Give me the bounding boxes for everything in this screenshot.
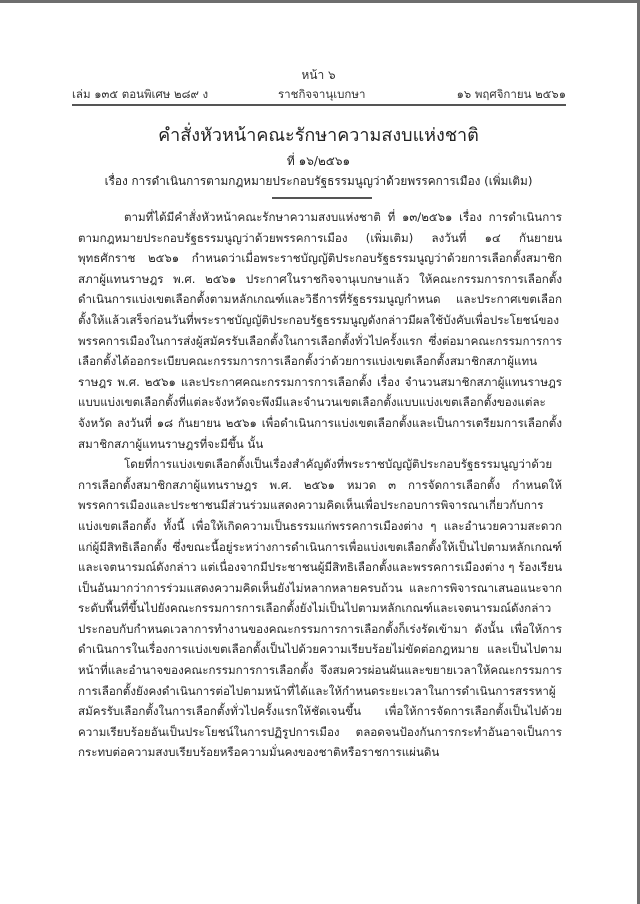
order-body <box>78 207 562 763</box>
body-paragraph-2: โดยที่การแบ่งเขตเลือกตั้งเป็นเรื่องสำคัญดังที่พระราชบัญญัติประกอบรัฐธรรมนูญว่าด้วยการเลือกตั้งสมาชิกสภาผู้แทนราษฎร พ.ศ. ๒๕๖๑ หมวด ๓ การจัดการเลือกตั้ง กำหนดให้พรรคการเมืองและประชาชนมีส่วนร่วมแสดงความคิดเห็นเพื่อประกอบการพิจารณาเกี่ยวกับการแบ่งเขตเลือกตั้ง ทั้งนี้ เพื่อให้เกิดความเป็นธรรมแก่พรรคการเมืองต่าง ๆ และอำนวยความสะดวกแก่ผู้มีสิทธิเลือกตั้ง ซึ่งขณะนี้อยู่ระหว่างการดำเนินการเพื่อแบ่งเขตเลือกตั้งให้เป็นไปตามหลักเกณฑ์และเจตนารมณ์ดังกล่าว แต่เนื่องจากมีประชาชนผู้มีสิทธิเลือกตั้งและพรรคการเมืองต่าง ๆ ร้องเรียนเป็นอันมากว่าการร่วมแสดงความคิดเห็นยังไม่หลากหลายครบถ้วน และการพิจารณาเสนอแนะจากระดับพื้นที่ขึ้นไปยังคณะกรรมการการเลือกตั้งยังไม่เป็นไปตามหลักเกณฑ์และเจตนารมณ์ดังกล่าว ประกอบกับกำหนดเวลาการทำงานของคณะกรรมการการเลือกตั้งก็เร่งรัดเข้ามา ดังนั้น เพื่อให้การดำเนินการในเรื่องการแบ่งเขตเลือกตั้งเป็นไปด้วยความเรียบร้อยไม่ขัดต่อกฎหมาย และเป็นไปตามหน้าที่และอำนาจของคณะกรรมการการเลือกตั้ง จึงสมควรผ่อนผันและขยายเวลาให้คณะกรรมการการเลือกตั้งยังคงดำเนินการต่อไปตามหน้าที่ได้และให้กำหนดระยะเวลาในการดำเนินการสรรหาผู้สมัครรับเลือกตั้งในการเลือกตั้งทั่วไปครั้งแรกให้ชัดเจนขึ้น เพื่อให้การจัดการเลือกตั้งเป็นไปด้วยความเรียบร้อยอันเป็นประโยชน์ในการปฏิรูปการเมือง ตลอดจนป้องกันการกระทำอันอาจเป็นการกระทบต่อความสงบเรียบร้อยหรือความมั่นคงของชาติหรือราชการแผ่นดิน <box>78 457 562 760</box>
order-subject: เรื่อง การดำเนินการตามกฎหมายประกอบรัฐธรรมนูญว่าด้วยพรรคการเมือง (เพิ่มเติม) <box>104 174 533 188</box>
order-number: ที่ ๑๖/๒๕๖๑ <box>286 154 351 168</box>
page-number: หน้า ๖ <box>301 68 336 82</box>
body-paragraph-1: ตามที่ได้มีคำสั่งหัวหน้าคณะรักษาความสงบแห่งชาติ ที่ ๑๓/๒๕๖๑ เรื่อง การดำเนินการตามกฎหมายประกอบรัฐธรรมนูญว่าด้วยพรรคการเมือง (เพิ่มเติม) ลงวันที่ ๑๔ กันยายน พุทธศักราช ๒๕๖๑ กำหนดว่าเมื่อพระราชบัญญัติประกอบรัฐธรรมนูญว่าด้วยการเลือกตั้งสมาชิกสภาผู้แทนราษฎร พ.ศ. ๒๕๖๑ ประกาศในราชกิจจานุเบกษาแล้ว ให้คณะกรรมการการเลือกตั้งดำเนินการแบ่งเขตเลือกตั้งตามหลักเกณฑ์และวิธีการที่รัฐธรรมนูญกำหนด และประกาศเขตเลือกตั้งให้แล้วเสร็จก่อนวันที่พระราชบัญญัติประกอบรัฐธรรมนูญดังกล่าวมีผลใช้บังคับเพื่อประโยชน์ของพรรคการเมืองในการส่งผู้สมัครรับเลือกตั้งในการเลือกตั้งทั่วไปครั้งแรก ซึ่งต่อมาคณะกรรมการการเลือกตั้งได้ออกระเบียบคณะกรรมการการเลือกตั้งว่าด้วยการแบ่งเขตเลือกตั้งสมาชิกสภาผู้แทนราษฎร พ.ศ. ๒๕๖๑ และประกาศคณะกรรมการการเลือกตั้ง เรื่อง จำนวนสมาชิกสภาผู้แทนราษฎรแบบแบ่งเขตเลือกตั้งที่แต่ละจังหวัดจะพึงมีและจำนวนเขตเลือกตั้งแบบแบ่งเขตเลือกตั้งของแต่ละจังหวัด ลงวันที่ ๑๘ กันยายน ๒๕๖๑ เพื่อดำเนินการแบ่งเขตเลือกตั้งและเป็นการเตรียมการเลือกตั้งสมาชิกสภาผู้แทนราษฎรที่จะมีขึ้น นั้น <box>78 210 562 451</box>
header-divider <box>72 104 566 106</box>
gazette-date: ๑๖ พฤศจิกายน ๒๕๖๑ <box>456 87 566 101</box>
order-title: คำสั่งหัวหน้าคณะรักษาความสงบแห่งชาติ <box>158 125 479 146</box>
gazette-volume: เล่ม ๑๓๕ ตอนพิเศษ ๒๘๙ ง <box>72 87 209 101</box>
gazette-header <box>72 86 566 102</box>
title-divider <box>272 197 372 199</box>
gazette-publication: ราชกิจจานุเบกษา <box>278 87 366 101</box>
